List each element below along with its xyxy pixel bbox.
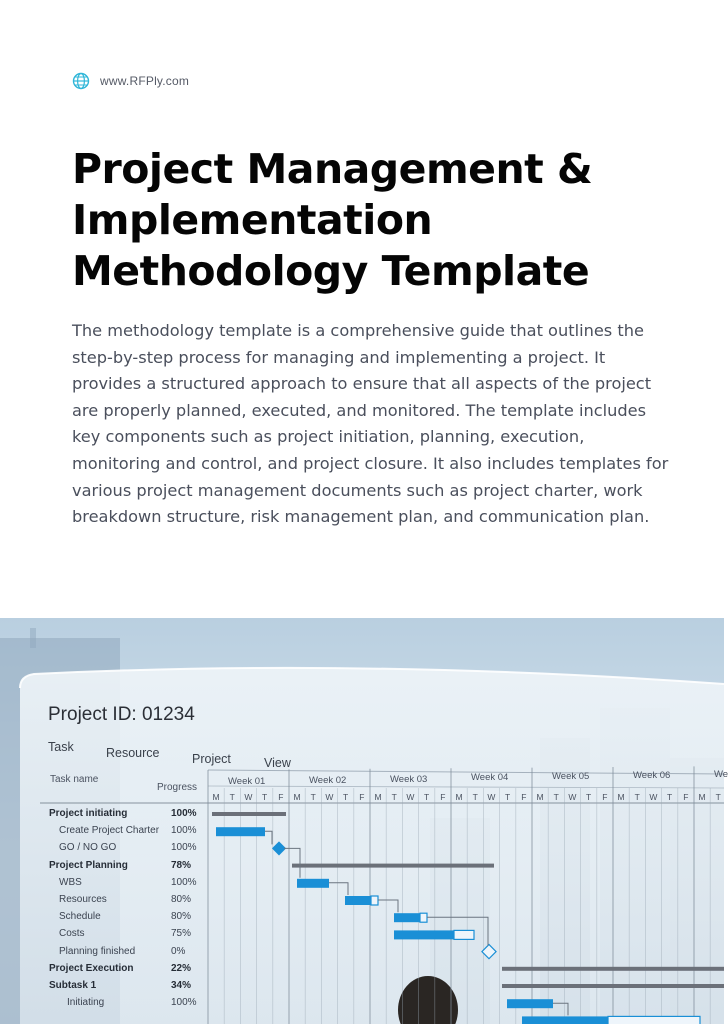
site-url[interactable]: www.RFPly.com (100, 74, 190, 88)
day-label: T (585, 792, 592, 802)
task-name: Create Project Charter (59, 825, 160, 837)
menu-view[interactable]: View (264, 756, 291, 770)
task-progress: 75% (171, 928, 192, 940)
task-progress: 100% (171, 997, 197, 1009)
task-name: WBS (59, 876, 82, 888)
task-name: GO / NO GO (59, 842, 117, 854)
task-progress: 78% (171, 859, 192, 871)
day-label: T (715, 792, 721, 802)
day-label: T (472, 792, 478, 802)
description-paragraph: The methodology template is a comprehensive guide that outlines the step-by-step process for managing and implementing a project. It provides a structured approach to ensure that all aspects of the project are properly planned, executed, and monitored. The template includes key components such as project initiation, planning, execution, monitoring and control, and project closure. It also includes templates for various project management documents such as project charter, work breakdown structure, risk management plan, and communication plan. (72, 321, 669, 527)
col-progress: Progress (157, 782, 198, 793)
day-label: M (374, 792, 382, 802)
task-bar (507, 999, 553, 1008)
day-label: W (406, 792, 415, 802)
task-progress: 100% (171, 876, 197, 888)
week-label: Week 05 (552, 771, 590, 783)
project-id: Project ID: 01234 (48, 704, 195, 725)
day-label: T (310, 792, 316, 802)
task-progress: 100% (171, 842, 197, 854)
day-label: T (229, 792, 235, 802)
task-name: Project initiating (49, 808, 128, 819)
task-progress: 100% (171, 825, 197, 837)
task-bar-remaining (420, 913, 427, 922)
day-label: W (244, 792, 253, 802)
dependency-arrow (265, 831, 272, 844)
page-title (72, 144, 672, 297)
task-bar-remaining (371, 896, 378, 905)
day-label: M (698, 792, 706, 802)
task-bar (216, 827, 265, 836)
task-bar (522, 1016, 608, 1024)
task-name: Costs (59, 928, 85, 940)
task-name: Planning finished (59, 945, 136, 957)
title-line-3: Methodology Template (72, 247, 590, 295)
task-name: Initiating (67, 997, 105, 1009)
dependency-arrow (329, 883, 348, 895)
menu-task[interactable]: Task (48, 740, 74, 754)
day-label: T (391, 792, 397, 802)
task-bar (297, 879, 329, 888)
summary-bar (212, 812, 286, 816)
gantt-chart (0, 618, 728, 1024)
week-label: Week 02 (309, 774, 347, 786)
day-label: W (325, 792, 334, 802)
task-progress: 80% (171, 911, 192, 923)
day-label: F (359, 792, 365, 802)
globe-icon (72, 72, 90, 90)
day-label: T (553, 792, 559, 802)
summary-bar (292, 864, 494, 868)
task-bar (394, 913, 420, 922)
week-label: Week 06 (633, 770, 671, 781)
task-name: Resources (59, 894, 107, 905)
task-bar (394, 930, 454, 939)
day-label: M (617, 792, 625, 802)
milestone-marker (272, 841, 286, 855)
day-label: T (504, 792, 511, 802)
day-label: W (568, 792, 577, 802)
week-label: Week 01 (228, 776, 266, 787)
milestone-marker (482, 945, 496, 959)
task-name: Project Execution (49, 962, 134, 974)
week-label: Week 03 (390, 773, 428, 785)
task-bar-remaining (608, 1016, 700, 1024)
dependency-arrow (378, 900, 398, 912)
task-progress: 100% (171, 808, 197, 819)
task-progress: 80% (171, 894, 192, 905)
day-label: F (602, 792, 608, 802)
task-name: Schedule (59, 911, 101, 923)
day-label: M (536, 792, 544, 802)
task-progress: 34% (171, 980, 192, 991)
task-name: Project Planning (49, 859, 128, 871)
day-label: T (423, 792, 430, 802)
task-bar (345, 896, 371, 905)
week-label: Week 04 (471, 772, 509, 784)
task-progress: 22% (171, 962, 192, 974)
day-label: W (487, 792, 496, 802)
summary-bar (502, 984, 724, 988)
dependency-arrow (553, 1003, 568, 1015)
task-bar-remaining (454, 930, 474, 939)
day-label: T (666, 792, 673, 802)
day-label: M (455, 792, 463, 802)
day-label: M (293, 792, 301, 802)
day-label: W (649, 792, 658, 802)
day-label: F (521, 792, 527, 802)
title-line-1: Project Management & (72, 145, 593, 193)
col-task-name: Task name (50, 774, 99, 785)
summary-bar (502, 967, 724, 971)
gantt-photo (0, 618, 728, 1024)
dependency-arrow (284, 848, 300, 877)
day-label: T (634, 792, 640, 802)
title-line-2: Implementation (72, 196, 433, 244)
week-label: We (714, 768, 728, 780)
day-label: M (212, 792, 220, 802)
day-label: T (342, 792, 349, 802)
menu-resource[interactable]: Resource (106, 746, 160, 760)
menu-project[interactable]: Project (192, 752, 231, 766)
day-label: F (278, 792, 284, 802)
task-progress: 0% (171, 945, 186, 957)
day-label: T (261, 792, 268, 802)
day-label: F (440, 792, 446, 802)
site-header (72, 72, 189, 90)
task-name: Subtask 1 (49, 980, 97, 991)
day-label: F (683, 792, 689, 802)
